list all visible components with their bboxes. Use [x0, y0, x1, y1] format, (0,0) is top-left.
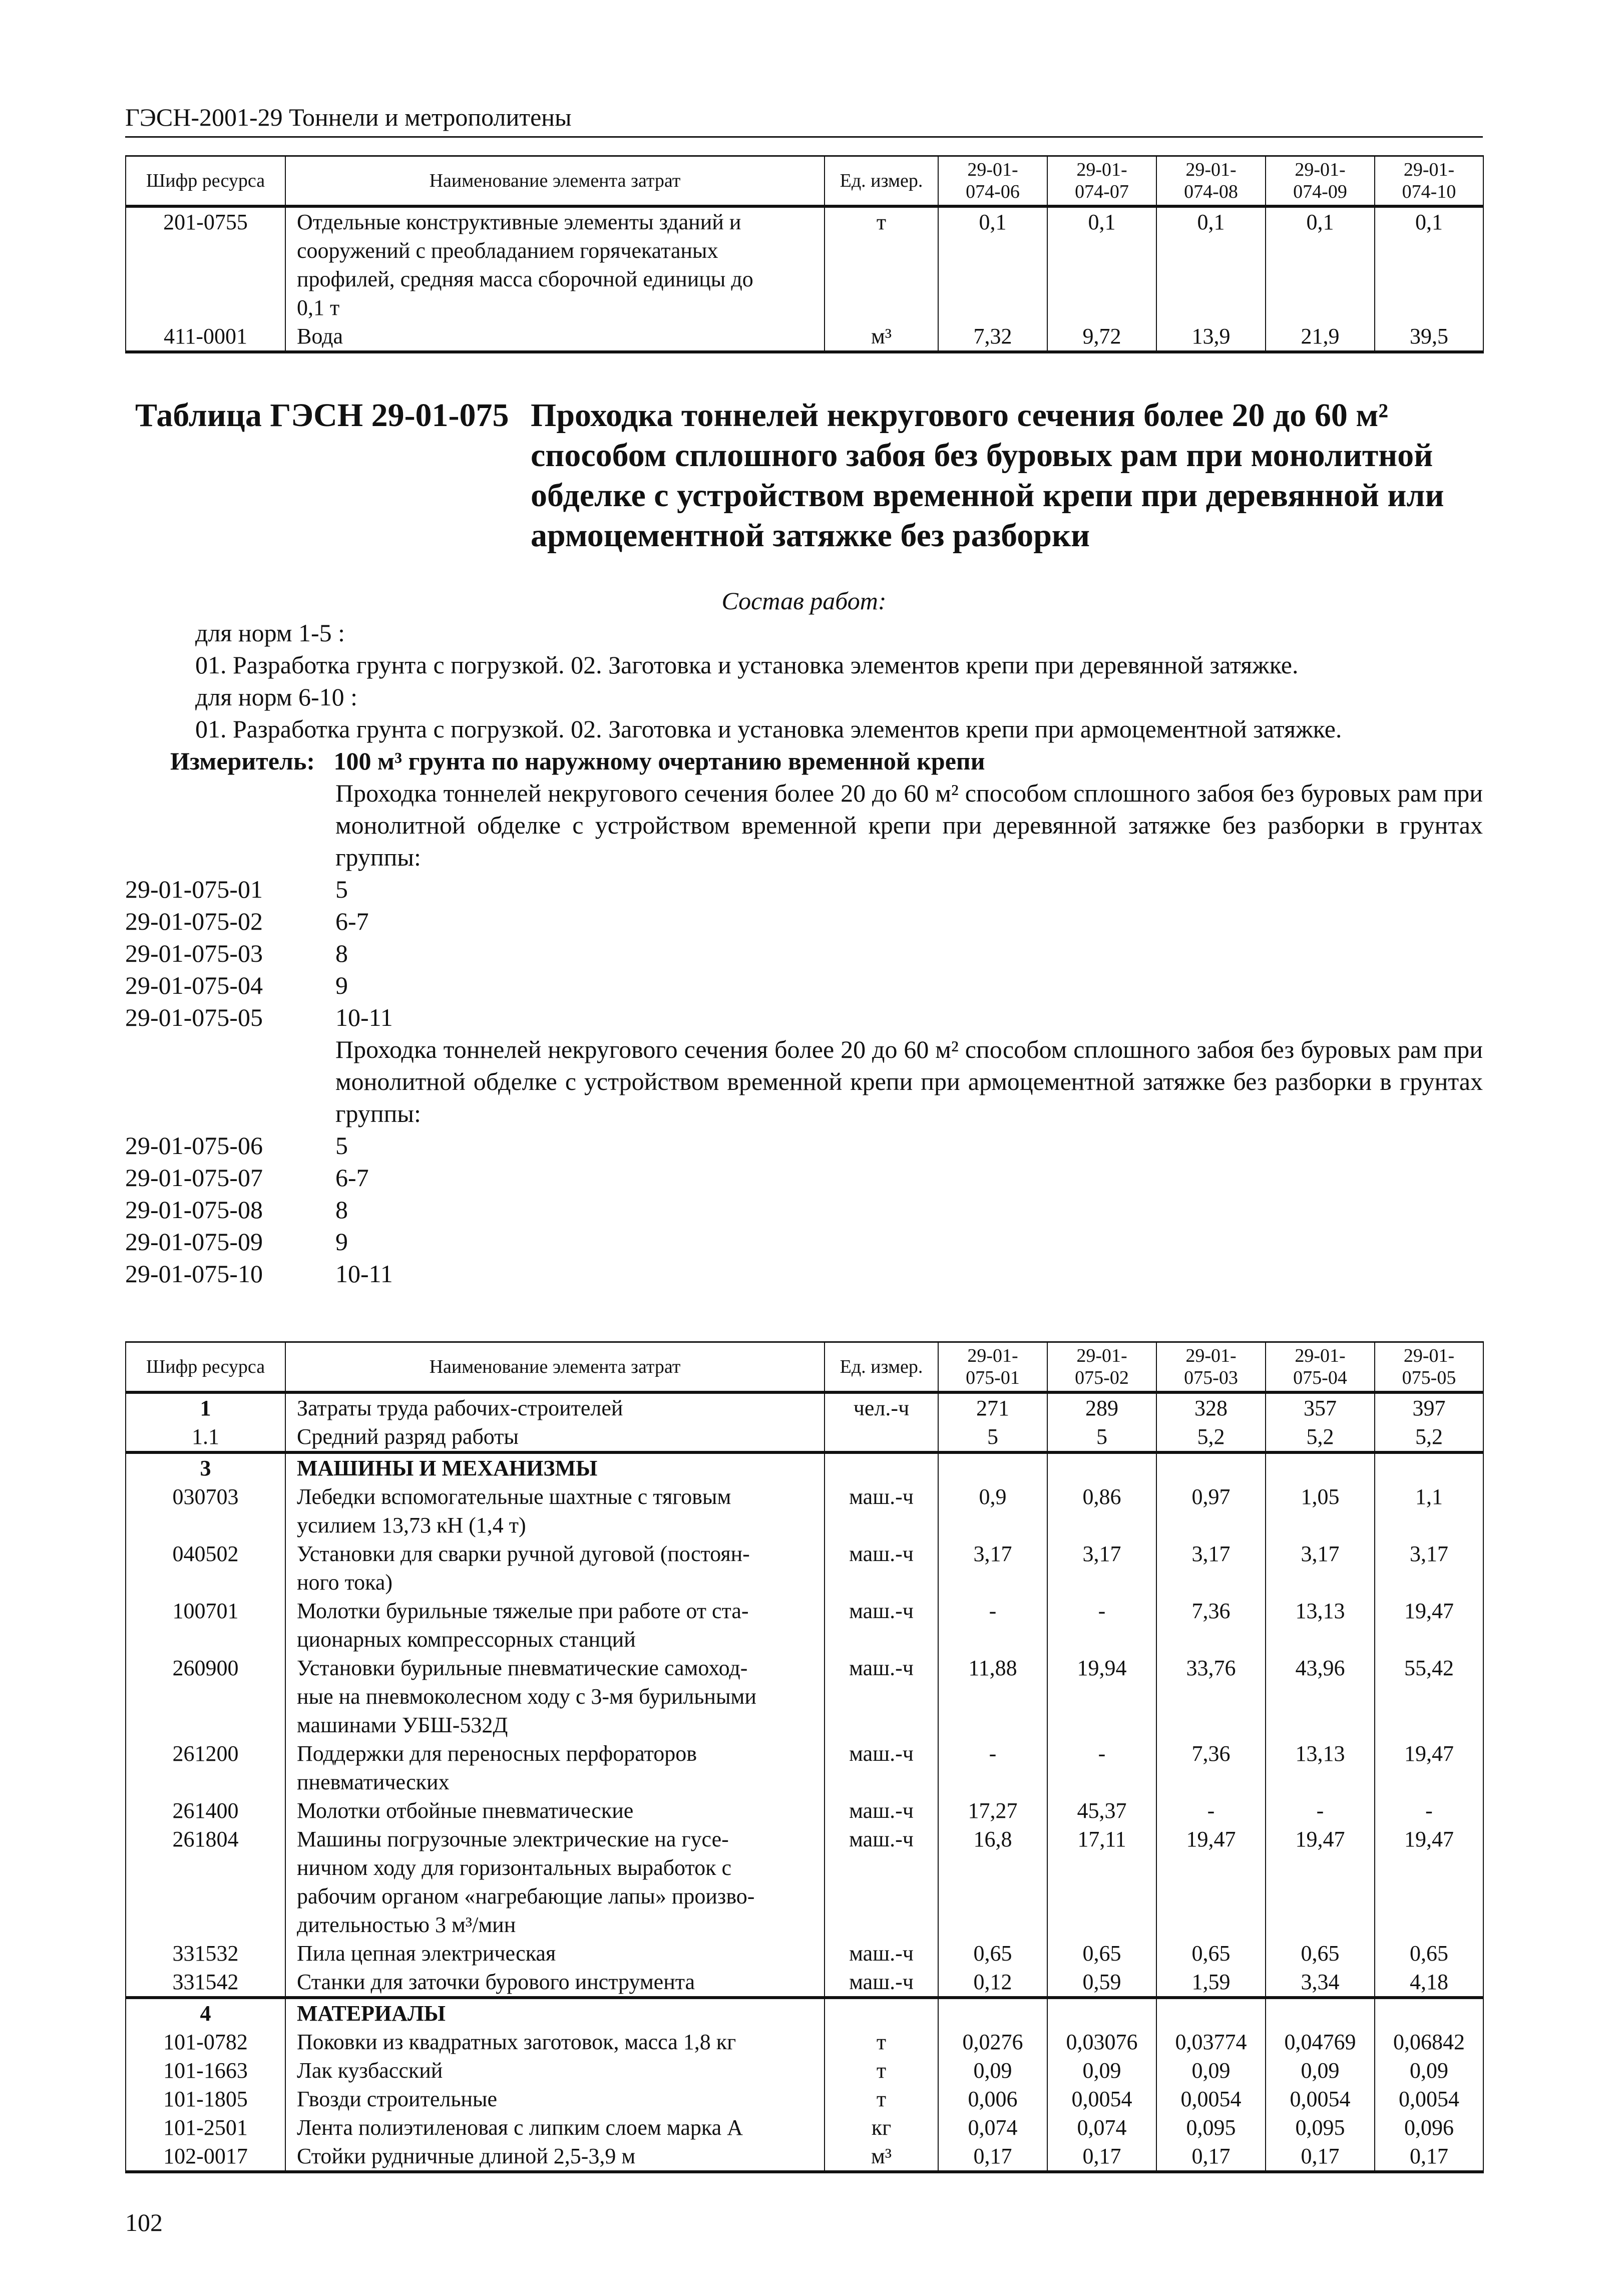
resource-code: 4 — [126, 1998, 285, 2028]
norm-value: 1,1 — [1375, 1482, 1483, 1540]
norm-value: 0,1 — [1047, 206, 1156, 322]
resource-name: Вода — [285, 322, 825, 352]
soil-group: 6-7 — [335, 1164, 369, 1192]
resource-code: 261200 — [126, 1739, 285, 1796]
resource-code: 261400 — [126, 1796, 285, 1825]
column-header: Ед. измер. — [825, 156, 938, 207]
composition-heading: Состав работ: — [721, 587, 887, 615]
norm-value: 0,65 — [1047, 1939, 1156, 1968]
norm-value: 0,17 — [1047, 2142, 1156, 2172]
norm-value: 5 — [938, 1422, 1047, 1452]
table-row — [126, 1998, 1483, 2028]
unit: маш.-ч — [825, 1482, 938, 1540]
norm-value: 0,86 — [1047, 1482, 1156, 1540]
norm-code: 29-01-075-01 — [125, 875, 263, 903]
norm-value: 0,095 — [1266, 2113, 1375, 2142]
unit: маш.-ч — [825, 1654, 938, 1739]
norm-value: 17,27 — [938, 1796, 1047, 1825]
resource-code: 040502 — [126, 1540, 285, 1597]
table-row — [126, 1540, 1483, 1597]
norm-value: 328 — [1156, 1392, 1266, 1422]
variant-description-1: Проходка тоннелей некругового сечения более 20 до 60 м² способом сплошного забоя без буровых рам при монолитной обделке с устройством временной крепи при деревянной затяжке без разборки в грунтах группы: — [335, 779, 1483, 871]
norm-code-item — [125, 1258, 1483, 1290]
unit: м³ — [825, 322, 938, 352]
norm-code-item — [125, 1162, 1483, 1194]
norm-code: 29-01-075-09 — [125, 1228, 263, 1256]
work-description — [125, 585, 1483, 1290]
norm-value — [1375, 1452, 1483, 1482]
soil-group: 9 — [335, 1228, 348, 1256]
table-title-text: Проходка тоннелей некругового сечения более 20 до 60 м² способом сплошного забоя без буровых рам при монолитной обделке с устройством временной крепи при деревянной или армоцементной затяжке без разборки — [531, 397, 1444, 554]
norm-value: 0,1 — [938, 206, 1047, 322]
norm-value: 0,17 — [1156, 2142, 1266, 2172]
norm-value: 0,09 — [938, 2056, 1047, 2085]
norm-value: 0,65 — [1375, 1939, 1483, 1968]
norm-value: 271 — [938, 1392, 1047, 1422]
unit: м³ — [825, 2142, 938, 2172]
norm-value: - — [1156, 1796, 1266, 1825]
table-row — [126, 1796, 1483, 1825]
soil-group: 5 — [335, 1131, 348, 1160]
resource-name: Молотки бурильные тяжелые при работе от ста- ционарных компрессорных станций — [285, 1597, 825, 1654]
unit: маш.-ч — [825, 1825, 938, 1939]
resource-name: Стойки рудничные длиной 2,5-3,9 м — [285, 2142, 825, 2172]
norm-value: - — [938, 1597, 1047, 1654]
norm-value: 0,0054 — [1375, 2085, 1483, 2113]
table-row — [126, 1482, 1483, 1540]
norm-value: 7,32 — [938, 322, 1047, 352]
norm-value: 3,17 — [1047, 1540, 1156, 1597]
norm-value: 3,17 — [938, 1540, 1047, 1597]
resource-code: 1 — [126, 1392, 285, 1422]
column-header: 29-01- 075-05 — [1375, 1342, 1483, 1393]
norm-value: 397 — [1375, 1392, 1483, 1422]
norm-value: 0,1 — [1375, 206, 1483, 322]
norm-code-item — [125, 1194, 1483, 1226]
norm-value — [1266, 1452, 1375, 1482]
norm-value: 1,05 — [1266, 1482, 1375, 1540]
table-header-row — [126, 1342, 1483, 1393]
resource-name: Поковки из квадратных заготовок, масса 1,8 кг — [285, 2028, 825, 2056]
norm-code: 29-01-075-08 — [125, 1196, 263, 1224]
norm-value — [1375, 1998, 1483, 2028]
column-header: 29-01- 074-09 — [1266, 156, 1375, 207]
norm-value: 0,0054 — [1047, 2085, 1156, 2113]
soil-group: 6-7 — [335, 907, 369, 935]
norm-value: 55,42 — [1375, 1654, 1483, 1739]
column-header: 29-01- 075-01 — [938, 1342, 1047, 1393]
unit: чел.-ч — [825, 1392, 938, 1422]
norm-value: 19,47 — [1375, 1825, 1483, 1939]
running-header: ГЭСН-2001-29 Тоннели и метрополитены — [125, 103, 572, 131]
resource-name: Средний разряд работы — [285, 1422, 825, 1452]
table-row — [126, 1939, 1483, 1968]
resource-name: Гвозди строительные — [285, 2085, 825, 2113]
unit: т — [825, 2028, 938, 2056]
norm-value: 0,17 — [1266, 2142, 1375, 2172]
resource-code: 030703 — [126, 1482, 285, 1540]
norm-value: 0,65 — [1266, 1939, 1375, 1968]
resource-code: 3 — [126, 1452, 285, 1482]
resource-code: 100701 — [126, 1597, 285, 1654]
table-row — [126, 1422, 1483, 1452]
soil-group: 8 — [335, 939, 348, 967]
norm-value: 0,09 — [1047, 2056, 1156, 2085]
soil-group: 5 — [335, 875, 348, 903]
column-header: Шифр ресурса — [126, 1342, 285, 1393]
table-row — [126, 2085, 1483, 2113]
norm-value: 3,17 — [1156, 1540, 1266, 1597]
table-row — [126, 1739, 1483, 1796]
norm-value: 0,1 — [1266, 206, 1375, 322]
table-row — [126, 2028, 1483, 2056]
norm-value — [938, 1452, 1047, 1482]
norm-code-item — [125, 905, 1483, 937]
unit: маш.-ч — [825, 1597, 938, 1654]
table-row — [126, 1392, 1483, 1422]
resource-code: 1.1 — [126, 1422, 285, 1452]
norm-value: 1,59 — [1156, 1968, 1266, 1998]
column-header: Ед. измер. — [825, 1342, 938, 1393]
norm-value: 19,47 — [1266, 1825, 1375, 1939]
resource-code: 411-0001 — [126, 322, 285, 352]
resource-code: 260900 — [126, 1654, 285, 1739]
resource-table-075 — [125, 1341, 1484, 2173]
table-title-code: Таблица ГЭСН 29-01-075 — [135, 397, 509, 434]
norm-value: - — [1047, 1597, 1156, 1654]
norm-value: - — [1375, 1796, 1483, 1825]
norm-value: 0,074 — [938, 2113, 1047, 2142]
norm-value: 0,09 — [1375, 2056, 1483, 2085]
norm-value: 0,006 — [938, 2085, 1047, 2113]
unit: кг — [825, 2113, 938, 2142]
norm-value: 0,59 — [1047, 1968, 1156, 1998]
norms-6-10-label: для норм 6-10 : — [195, 683, 358, 711]
table-row — [126, 1825, 1483, 1939]
table-row — [126, 322, 1483, 352]
meter-line — [125, 745, 1483, 777]
norm-value: 5,2 — [1266, 1422, 1375, 1452]
norm-value: 13,13 — [1266, 1597, 1375, 1654]
norm-value: 16,8 — [938, 1825, 1047, 1939]
norm-value: 21,9 — [1266, 322, 1375, 352]
norm-code: 29-01-075-07 — [125, 1164, 263, 1192]
resource-code: 201-0755 — [126, 206, 285, 322]
column-header: 29-01- 074-07 — [1047, 156, 1156, 207]
unit: маш.-ч — [825, 1739, 938, 1796]
norm-code: 29-01-075-03 — [125, 939, 263, 967]
unit: маш.-ч — [825, 1540, 938, 1597]
norm-code-item — [125, 1129, 1483, 1162]
norm-value: 0,09 — [1156, 2056, 1266, 2085]
norm-value: 0,074 — [1047, 2113, 1156, 2142]
norm-value: 0,65 — [1156, 1939, 1266, 1968]
norm-value: 0,096 — [1375, 2113, 1483, 2142]
table-row — [126, 1968, 1483, 1998]
norm-value: 0,03774 — [1156, 2028, 1266, 2056]
norm-value: 3,17 — [1375, 1540, 1483, 1597]
resource-name: Машины погрузочные электрические на гусе- ничном ходу для горизонтальных выработок с рабочим органом «нагребающие лапы» произво- дительностью 3 м³/мин — [285, 1825, 825, 1939]
norm-code: 29-01-075-04 — [125, 971, 263, 999]
norm-value: 289 — [1047, 1392, 1156, 1422]
norm-value: - — [1047, 1739, 1156, 1796]
soil-group: 9 — [335, 971, 348, 999]
norm-value: 0,0276 — [938, 2028, 1047, 2056]
table-row — [126, 2113, 1483, 2142]
norm-value: 0,65 — [938, 1939, 1047, 1968]
norm-value: 5 — [1047, 1422, 1156, 1452]
resource-name: Молотки отбойные пневматические — [285, 1796, 825, 1825]
norm-value: 9,72 — [1047, 322, 1156, 352]
resource-name: Лебедки вспомогательные шахтные с тяговым усилием 13,73 кН (1,4 т) — [285, 1482, 825, 1540]
unit — [825, 1452, 938, 1482]
norm-value: 19,47 — [1375, 1597, 1483, 1654]
norm-code-item — [125, 937, 1483, 969]
norm-value: 17,11 — [1047, 1825, 1156, 1939]
norm-code-item — [125, 873, 1483, 905]
norm-value: 13,13 — [1266, 1739, 1375, 1796]
resource-code: 101-0782 — [126, 2028, 285, 2056]
table-row — [126, 1597, 1483, 1654]
norm-value: 4,18 — [1375, 1968, 1483, 1998]
column-header: 29-01- 074-10 — [1375, 156, 1483, 207]
resource-name: Установки для сварки ручной дуговой (постоян- ного тока) — [285, 1540, 825, 1597]
unit: т — [825, 2056, 938, 2085]
resource-code: 261804 — [126, 1825, 285, 1939]
norm-code: 29-01-075-06 — [125, 1131, 263, 1160]
resource-name: Станки для заточки бурового инструмента — [285, 1968, 825, 1998]
norm-value: 3,34 — [1266, 1968, 1375, 1998]
column-header: Наименование элемента затрат — [285, 1342, 825, 1393]
variant-description-2: Проходка тоннелей некругового сечения более 20 до 60 м² способом сплошного забоя без буровых рам при монолитной обделке с устройством временной крепи при армоцементной затяжке без разборки в грунтах группы: — [335, 1035, 1483, 1127]
header-divider — [125, 136, 1483, 138]
norm-code-list-2 — [125, 1129, 1483, 1290]
table-row — [126, 2142, 1483, 2172]
norm-code-list-1 — [125, 873, 1483, 1033]
resource-code: 331532 — [126, 1939, 285, 1968]
norm-code: 29-01-075-02 — [125, 907, 263, 935]
norm-value: 0,095 — [1156, 2113, 1266, 2142]
meter-label: Измеритель: — [170, 747, 315, 775]
unit — [825, 1998, 938, 2028]
norm-value: 0,0054 — [1156, 2085, 1266, 2113]
norm-value: 19,94 — [1047, 1654, 1156, 1739]
norms-6-10-text: 01. Разработка грунта с погрузкой. 02. Заготовка и установка элементов крепи при армоцементной затяжке. — [195, 715, 1342, 743]
norm-value: 5,2 — [1156, 1422, 1266, 1452]
norm-value: 0,9 — [938, 1482, 1047, 1540]
resource-name: Установки бурильные пневматические самоход- ные на пневмоколесном ходу с 3-мя бурильными машинами УБШ-532Д — [285, 1654, 825, 1739]
norm-value — [938, 1998, 1047, 2028]
column-header: Наименование элемента затрат — [285, 156, 825, 207]
norm-value: 0,97 — [1156, 1482, 1266, 1540]
unit: маш.-ч — [825, 1968, 938, 1998]
resource-name: Поддержки для переносных перфораторов пневматических — [285, 1739, 825, 1796]
column-header: Шифр ресурса — [126, 156, 285, 207]
norm-value: 45,37 — [1047, 1796, 1156, 1825]
norm-value: 33,76 — [1156, 1654, 1266, 1739]
table-title — [135, 396, 1477, 556]
unit — [825, 1422, 938, 1452]
column-header: 29-01- 075-03 — [1156, 1342, 1266, 1393]
norm-code: 29-01-075-05 — [125, 1003, 263, 1031]
norm-value: 0,09 — [1266, 2056, 1375, 2085]
unit: маш.-ч — [825, 1939, 938, 1968]
norm-value: - — [1266, 1796, 1375, 1825]
column-header: 29-01- 075-04 — [1266, 1342, 1375, 1393]
norm-value: 3,17 — [1266, 1540, 1375, 1597]
soil-group: 10-11 — [335, 1260, 393, 1288]
resource-name: Отдельные конструктивные элементы зданий и сооружений с преобладанием горячекатаных профилей, средняя масса сборочной единицы до 0,1 т — [285, 206, 825, 322]
table-row — [126, 1654, 1483, 1739]
table-row — [126, 2056, 1483, 2085]
norm-value: 0,04769 — [1266, 2028, 1375, 2056]
resource-name: Пила цепная электрическая — [285, 1939, 825, 1968]
resource-name: МАТЕРИАЛЫ — [285, 1998, 825, 2028]
norm-value: 13,9 — [1156, 322, 1266, 352]
column-header: 29-01- 074-08 — [1156, 156, 1266, 207]
norm-value: 7,36 — [1156, 1597, 1266, 1654]
norm-value: 357 — [1266, 1392, 1375, 1422]
table-row — [126, 206, 1483, 322]
norm-value: 19,47 — [1375, 1739, 1483, 1796]
page-number: 102 — [125, 2208, 163, 2236]
resource-table-074 — [125, 155, 1484, 353]
resource-code: 102-0017 — [126, 2142, 285, 2172]
column-header: 29-01- 074-06 — [938, 156, 1047, 207]
norm-value — [1266, 1998, 1375, 2028]
unit: т — [825, 2085, 938, 2113]
meter-text: 100 м³ грунта по наружному очертанию временной крепи — [333, 747, 985, 775]
norm-value: 0,17 — [938, 2142, 1047, 2172]
norm-code-item — [125, 969, 1483, 1001]
norms-1-5-label: для норм 1-5 : — [195, 619, 345, 647]
norm-value: 0,0054 — [1266, 2085, 1375, 2113]
resource-code: 101-1663 — [126, 2056, 285, 2085]
table-header-row — [126, 156, 1483, 207]
resource-code: 101-1805 — [126, 2085, 285, 2113]
resource-code: 331542 — [126, 1968, 285, 1998]
resource-name: Лента полиэтиленовая с липким слоем марка А — [285, 2113, 825, 2142]
norm-value — [1047, 1452, 1156, 1482]
resource-name: Затраты труда рабочих-строителей — [285, 1392, 825, 1422]
soil-group: 10-11 — [335, 1003, 393, 1031]
soil-group: 8 — [335, 1196, 348, 1224]
norm-value — [1047, 1998, 1156, 2028]
norm-value — [1156, 1452, 1266, 1482]
norm-value — [1156, 1998, 1266, 2028]
unit: маш.-ч — [825, 1796, 938, 1825]
table-row — [126, 1452, 1483, 1482]
unit: т — [825, 206, 938, 322]
norm-value: - — [938, 1739, 1047, 1796]
norm-value: 11,88 — [938, 1654, 1047, 1739]
norm-value: 0,06842 — [1375, 2028, 1483, 2056]
norm-value: 0,03076 — [1047, 2028, 1156, 2056]
norm-value: 0,12 — [938, 1968, 1047, 1998]
resource-name: Лак кузбасский — [285, 2056, 825, 2085]
norm-value: 39,5 — [1375, 322, 1483, 352]
norm-code-item — [125, 1226, 1483, 1258]
resource-name: МАШИНЫ И МЕХАНИЗМЫ — [285, 1452, 825, 1482]
norm-value: 19,47 — [1156, 1825, 1266, 1939]
norms-1-5-text: 01. Разработка грунта с погрузкой. 02. Заготовка и установка элементов крепи при деревянной затяжке. — [195, 651, 1299, 679]
norm-value: 0,17 — [1375, 2142, 1483, 2172]
norm-code-item — [125, 1001, 1483, 1033]
norm-value: 0,1 — [1156, 206, 1266, 322]
resource-code: 101-2501 — [126, 2113, 285, 2142]
column-header: 29-01- 075-02 — [1047, 1342, 1156, 1393]
norm-value: 5,2 — [1375, 1422, 1483, 1452]
norm-code: 29-01-075-10 — [125, 1260, 263, 1288]
norm-value: 7,36 — [1156, 1739, 1266, 1796]
norm-value: 43,96 — [1266, 1654, 1375, 1739]
